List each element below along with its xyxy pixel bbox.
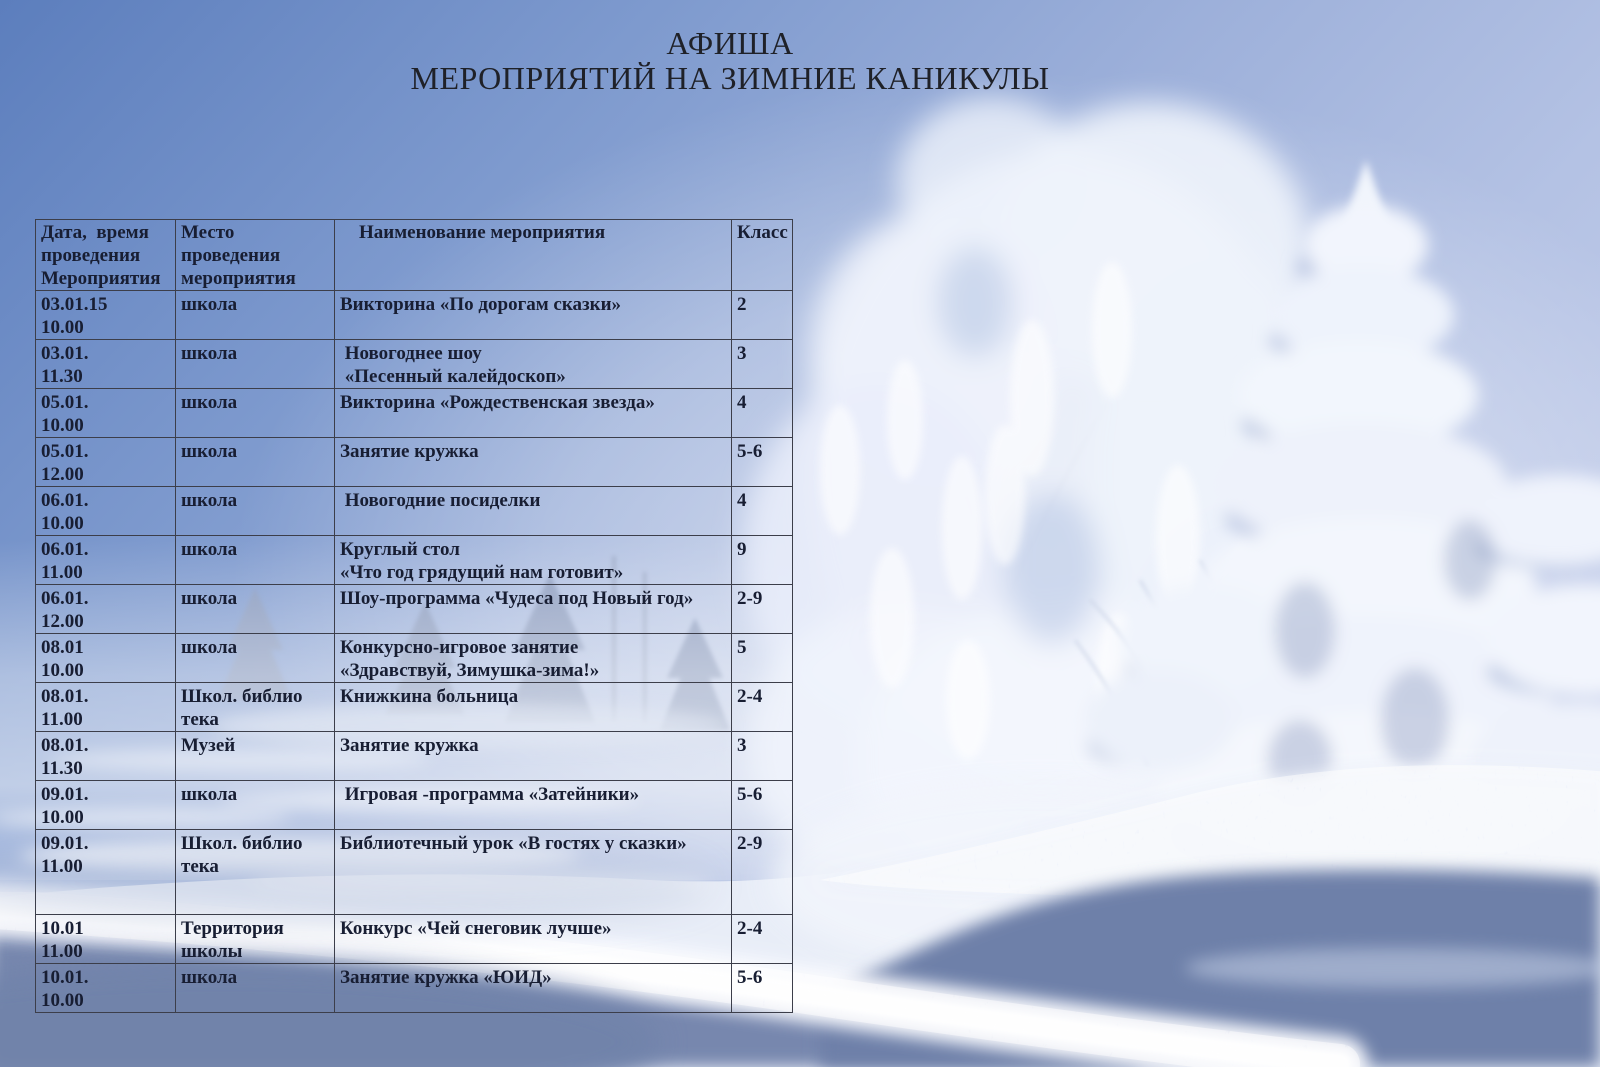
place-cell: школа: [176, 291, 335, 340]
event-column-header: Наименование мероприятия: [335, 220, 732, 291]
poster-title-line2: МЕРОПРИЯТИЙ НА ЗИМНИЕ КАНИКУЛЫ: [410, 60, 1050, 96]
place-cell: школа: [176, 536, 335, 585]
table-row: [36, 340, 793, 389]
date-cell: 09.01. 10.00: [36, 781, 176, 830]
place-cell: Школ. библио тека: [176, 683, 335, 732]
event-cell: Новогодние посиделки: [335, 487, 732, 536]
grade-cell: 3: [732, 340, 793, 389]
date-column-header: Дата, время проведения Мероприятия: [36, 220, 176, 291]
grade-cell: 9: [732, 536, 793, 585]
grade-cell: 5: [732, 634, 793, 683]
date-cell: 08.01. 11.00: [36, 683, 176, 732]
date-cell: 03.01.15 10.00: [36, 291, 176, 340]
place-cell: школа: [176, 487, 335, 536]
table-row: [36, 291, 793, 340]
event-cell: Игровая -программа «Затейники»: [335, 781, 732, 830]
table-row: [36, 964, 793, 1013]
place-column-header: Место проведения мероприятия: [176, 220, 335, 291]
date-cell: 10.01. 10.00: [36, 964, 176, 1013]
date-cell: 08.01 10.00: [36, 634, 176, 683]
table-row: [36, 732, 793, 781]
event-cell: Викторина «Рождественская звезда»: [335, 389, 732, 438]
date-cell: 09.01. 11.00: [36, 830, 176, 915]
place-cell: школа: [176, 634, 335, 683]
grade-cell: 5-6: [732, 438, 793, 487]
event-cell: Библиотечный урок «В гостях у сказки»: [335, 830, 732, 915]
poster-title-line1: АФИША: [666, 25, 794, 61]
table-row: [36, 389, 793, 438]
place-cell: Музей: [176, 732, 335, 781]
event-cell: Книжкина больница: [335, 683, 732, 732]
place-cell: школа: [176, 438, 335, 487]
table-row: [36, 585, 793, 634]
grade-cell: 2-4: [732, 683, 793, 732]
table-row: [36, 915, 793, 964]
event-cell: Занятие кружка: [335, 438, 732, 487]
place-cell: Школ. библио тека: [176, 830, 335, 915]
date-cell: 03.01. 11.30: [36, 340, 176, 389]
date-cell: 05.01. 12.00: [36, 438, 176, 487]
event-cell: Занятие кружка: [335, 732, 732, 781]
event-cell: Круглый стол «Что год грядущий нам готовит»: [335, 536, 732, 585]
event-cell: Занятие кружка «ЮИД»: [335, 964, 732, 1013]
date-cell: 08.01. 11.30: [36, 732, 176, 781]
grade-cell: 4: [732, 487, 793, 536]
table-row: [36, 487, 793, 536]
grade-cell: 3: [732, 732, 793, 781]
poster-title: [0, 26, 1460, 96]
date-cell: 06.01. 10.00: [36, 487, 176, 536]
date-cell: 05.01. 10.00: [36, 389, 176, 438]
table-row: [36, 683, 793, 732]
date-cell: 06.01. 12.00: [36, 585, 176, 634]
place-cell: школа: [176, 340, 335, 389]
grade-cell: 2-4: [732, 915, 793, 964]
date-cell: 10.01 11.00: [36, 915, 176, 964]
table-row: [36, 830, 793, 915]
table-body: [36, 291, 793, 1013]
place-cell: школа: [176, 781, 335, 830]
event-cell: Шоу-программа «Чудеса под Новый год»: [335, 585, 732, 634]
grade-cell: 5-6: [732, 964, 793, 1013]
table-row: [36, 536, 793, 585]
date-cell: 06.01. 11.00: [36, 536, 176, 585]
table-row: [36, 634, 793, 683]
event-cell: Новогоднее шоу «Песенный калейдоскоп»: [335, 340, 732, 389]
event-cell: Викторина «По дорогам сказки»: [335, 291, 732, 340]
grade-cell: 5-6: [732, 781, 793, 830]
grade-column-header: Класс: [732, 220, 793, 291]
grade-cell: 2-9: [732, 585, 793, 634]
grade-cell: 2-9: [732, 830, 793, 915]
table-header-row: [36, 220, 793, 291]
event-cell: Конкурсно-игровое занятие «Здравствуй, Зимушка-зима!»: [335, 634, 732, 683]
event-cell: Конкурс «Чей снеговик лучше»: [335, 915, 732, 964]
grade-cell: 2: [732, 291, 793, 340]
place-cell: школа: [176, 585, 335, 634]
events-schedule-table: [35, 219, 793, 1013]
grade-cell: 4: [732, 389, 793, 438]
place-cell: Территория школы: [176, 915, 335, 964]
table-row: [36, 781, 793, 830]
place-cell: школа: [176, 964, 335, 1013]
place-cell: школа: [176, 389, 335, 438]
table-row: [36, 438, 793, 487]
